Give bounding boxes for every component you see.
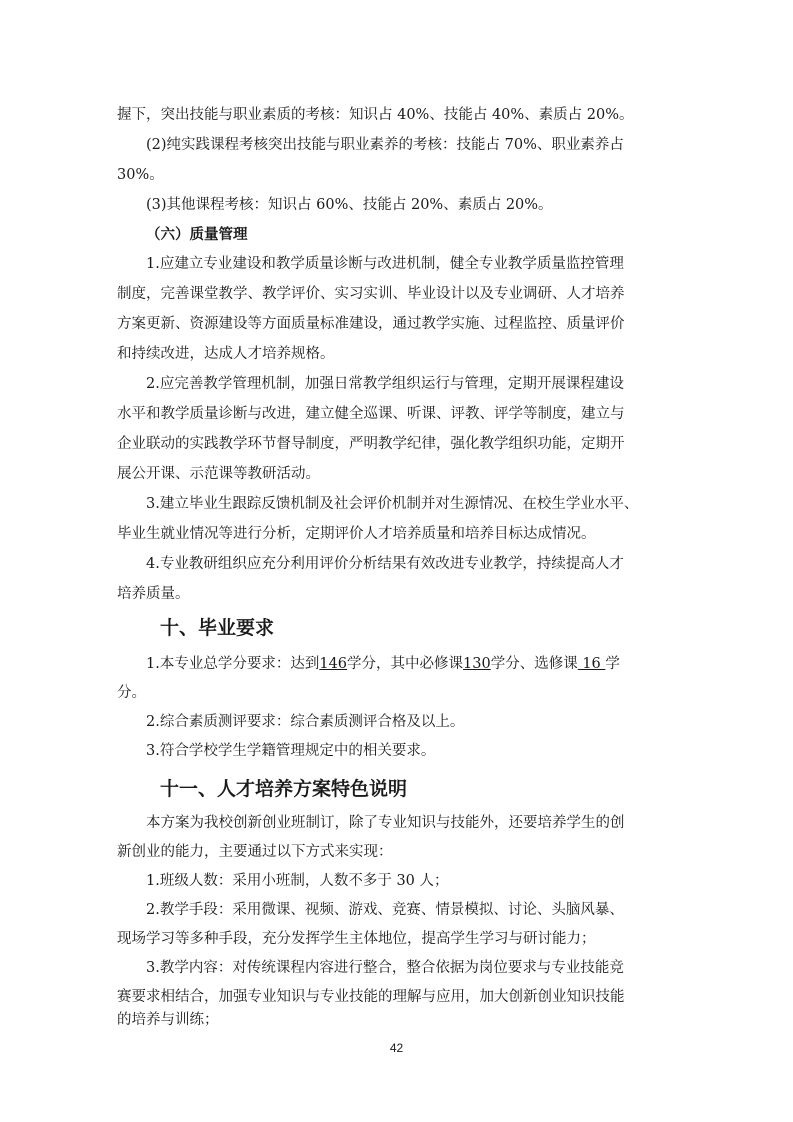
quality-p3-line: 毕业生就业情况等进行分析，定期评价人才培养质量和培养目标达成情况。 bbox=[117, 526, 596, 542]
assessment-item-3: (3)其他课程考核：知识占 60%、技能占 20%、素质占 20%。 bbox=[146, 197, 553, 213]
quality-p4-line: 培养质量。 bbox=[117, 586, 190, 602]
feature-3-line: 的培养与训练； bbox=[117, 1012, 219, 1028]
quality-heading: （六）质量管理 bbox=[146, 227, 248, 243]
graduation-req-3: 3.符合学校学生学籍管理规定中的相关要求。 bbox=[146, 743, 436, 759]
features-heading: 十一、人才培养方案特色说明 bbox=[160, 778, 408, 800]
feature-3-line: 赛要求相结合，加强专业知识与专业技能的理解与应用，加大创新创业知识技能 bbox=[117, 989, 625, 1005]
feature-2-line: 现场学习等多种手段，充分发挥学生主体地位，提高学生学习与研讨能力； bbox=[117, 931, 596, 947]
feature-1: 1.班级人数：采用小班制，人数不多于 30 人； bbox=[146, 873, 449, 889]
assessment-line-a: 握下，突出技能与职业素质的考核：知识占 40%、技能占 40%、素质占 20%。 bbox=[117, 107, 634, 123]
total-credits: 146 bbox=[319, 656, 348, 672]
quality-p1-line: 制度，完善课堂教学、教学评价、实习实训、毕业设计以及专业调研、人才培养 bbox=[117, 286, 625, 302]
feature-2-line: 2.教学手段：采用微课、视频、游戏、竞赛、情景模拟、讨论、头脑风暴、 bbox=[146, 902, 624, 918]
quality-p1-line: 方案更新、资源建设等方面质量标准建设，通过教学实施、过程监控、质量评价 bbox=[117, 316, 625, 332]
graduation-req-1-post: 学 bbox=[605, 656, 620, 672]
graduation-req-1-mid: 学分，其中必修课 bbox=[347, 656, 464, 672]
quality-p2-line: 水平和教学质量诊断与改进，建立健全巡课、听课、评教、评学等制度，建立与 bbox=[117, 406, 625, 422]
assessment-item-2: (2)纯实践课程考核突出技能与职业素养的考核：技能占 70%、职业素养占 bbox=[146, 137, 624, 153]
quality-p1-line: 1.应建立专业建设和教学质量诊断与改进机制，健全专业教学质量监控管理 bbox=[146, 256, 624, 272]
graduation-req-2: 2.综合素质测评要求：综合素质测评合格及以上。 bbox=[146, 714, 465, 730]
feature-3-line: 3.教学内容：对传统课程内容进行整合，整合依据为岗位要求与专业技能竞 bbox=[146, 960, 624, 976]
quality-p2-line: 2.应完善教学管理机制，加强日常教学组织运行与管理，定期开展课程建设 bbox=[146, 376, 624, 392]
features-intro-line: 新创业的能力，主要通过以下方式来实现： bbox=[117, 844, 393, 860]
graduation-req-1 bbox=[146, 654, 706, 674]
quality-p4-line: 4.专业教研组织应充分利用评价分析结果有效改进专业教学，持续提高人才 bbox=[146, 556, 624, 572]
assessment-item-2-cont: 30%。 bbox=[117, 167, 164, 183]
quality-p2-line: 企业联动的实践教学环节督导制度，严明教学纪律，强化教学组织功能，定期开 bbox=[117, 436, 625, 452]
required-credits: 130 bbox=[463, 656, 491, 672]
graduation-req-1-cont: 分。 bbox=[117, 685, 146, 701]
quality-p2-line: 展公开课、示范课等教研活动。 bbox=[117, 466, 320, 482]
quality-p1-line: 和持续改进，达成人才培养规格。 bbox=[117, 346, 335, 362]
page-number: 42 bbox=[389, 1041, 404, 1055]
graduation-req-1-mid2: 学分、选修课 bbox=[490, 656, 578, 672]
features-intro-line: 本方案为我校创新创业班制订，除了专业知识与技能外，还要培养学生的创 bbox=[146, 815, 625, 831]
elective-credits: 16 bbox=[577, 656, 606, 672]
graduation-req-1-pre: 1.本专业总学分要求：达到 bbox=[146, 656, 320, 672]
graduation-heading: 十、毕业要求 bbox=[160, 617, 275, 639]
quality-p3-line: 3.建立毕业生跟踪反馈机制及社会评价机制并对生源情况、在校生学业水平、 bbox=[146, 496, 639, 512]
